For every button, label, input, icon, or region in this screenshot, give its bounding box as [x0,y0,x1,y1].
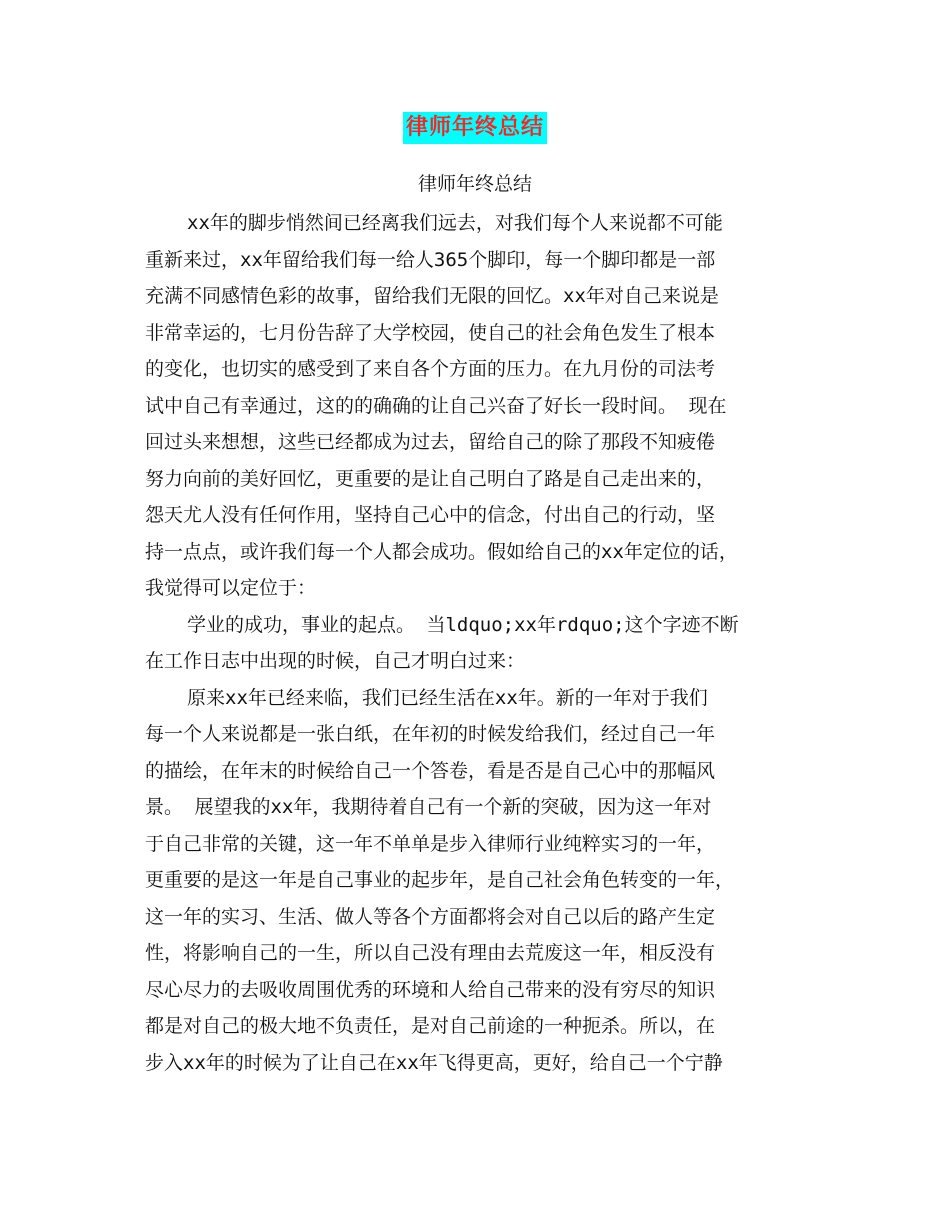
body-line: 持一点点，或许我们每一个人都会成功。假如给自己的xx年定位的话， [145,540,738,563]
body-line: 的变化，也切实的感受到了来自各个方面的压力。在九月份的司法考 [145,358,716,380]
body-line: 每一个人来说都是一张白纸，在年初的时候发给我们，经过自己一年 [145,723,716,745]
body-line: 努力向前的美好回忆，更重要的是让自己明白了路是自己走出来的， [145,467,716,490]
body-line: 尽心尽力的去吸收周围优秀的环境和人给自己带来的没有穷尽的知识 [145,978,716,1001]
body-line: 性，将影响自己的一生，所以自己没有理由去荒废这一年，相反没有 [145,942,716,964]
body-line: 试中自己有幸通过，这的的确确的让自己兴奋了好长一段时间。 现在 [145,394,727,417]
body-line: 学业的成功，事业的起点。 当ldquo;xx年rdquo;这个字迹不断 [187,613,739,636]
body-line: 充满不同感情色彩的故事，留给我们无限的回忆。xx年对自己来说是 [145,285,719,307]
body-line: 重新来过，xx年留给我们每一给人365个脚印，每一个脚印都是一部 [145,248,716,271]
body-line: 景。 展望我的xx年，我期待着自己有一个新的突破，因为这一年对 [145,796,712,818]
body-line: 于自己非常的关键，这一年不单单是步入律师行业纯粹实习的一年， [145,832,716,855]
body-line: 原来xx年已经来临，我们已经生活在xx年。新的一年对于我们 [187,686,708,709]
document-title-text: 律师年终总结 [403,112,547,144]
body-line: 非常幸运的，七月份告辞了大学校园，使自己的社会角色发生了根本 [145,321,716,344]
body-line: 这一年的实习、生活、做人等各个方面都将会对自己以后的路产生定 [145,905,716,928]
body-line: 步入xx年的时候为了让自己在xx年飞得更高，更好，给自己一个宁静 [145,1051,723,1074]
body-line: 我觉得可以定位于： [145,577,317,599]
document-title [0,112,950,145]
body-line: 回过头来想想，这些已经都成为过去，留给自己的除了那段不知疲倦 [145,431,716,453]
body-line: 都是对自己的极大地不负责任，是对自己前途的一种扼杀。所以，在 [145,1015,716,1037]
document-subtitle: 律师年终总结 [417,173,532,195]
body-line: 怨天尤人没有任何作用，坚持自己心中的信念，付出自己的行动，坚 [145,504,716,526]
body-line: 更重要的是这一年是自己事业的起步年，是自己社会角色转变的一年， [145,869,735,891]
body-line: 的描绘，在年末的时候给自己一个答卷，看是否是自己心中的那幅风 [145,759,716,782]
document-body [145,205,815,1081]
body-line: 在工作日志中出现的时候，自己才明白过来： [145,650,526,672]
body-line: xx年的脚步悄然间已经离我们远去，对我们每个人来说都不可能 [187,212,723,234]
